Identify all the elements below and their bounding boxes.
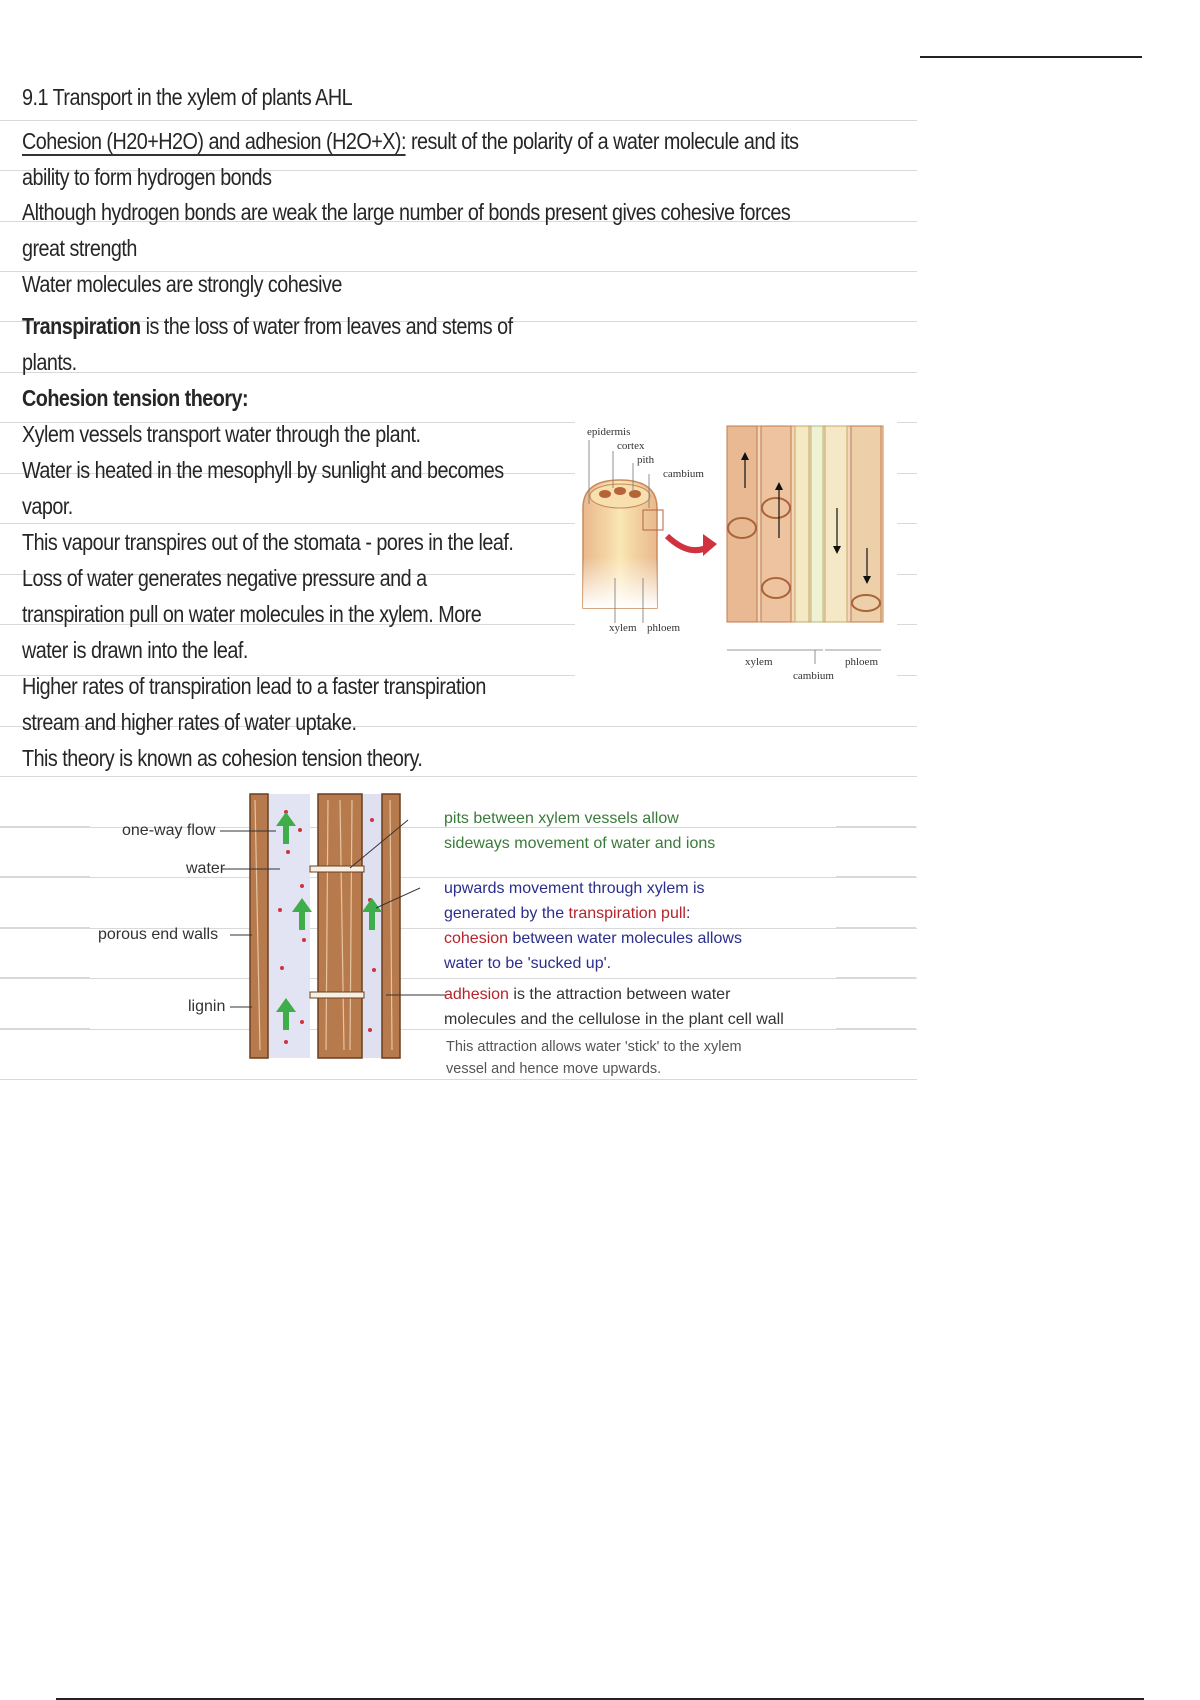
annotation-pits-1: pits between xylem vessels allow: [444, 810, 679, 827]
label-lignin: lignin: [188, 998, 226, 1015]
theory-line: Loss of water generates negative pressure and a: [22, 565, 427, 591]
xylem-figure: [90, 790, 850, 1080]
transpiration-line-1: [22, 313, 513, 340]
hbonds-line-2: great strength: [22, 235, 137, 261]
cohesion-rest: result of the polarity of a water molecule and its: [405, 128, 799, 154]
transpiration-rest: is the loss of water from leaves and stems of: [140, 313, 513, 339]
label-pith: pith: [637, 454, 655, 466]
label-one-way-flow: one-way flow: [122, 822, 216, 839]
label-porous-end-walls: porous end walls: [98, 926, 219, 943]
annotation-upwards-1: upwards movement through xylem is: [444, 880, 705, 897]
upwards-3a: cohesion: [444, 930, 509, 947]
ruled-dash: [0, 826, 90, 827]
label-cambium-block: cambium: [793, 670, 834, 682]
label-phloem: phloem: [647, 622, 680, 634]
strongly-cohesive: Water molecules are strongly cohesive: [22, 271, 342, 297]
theory-line: transpiration pull on water molecules in the xylem. More: [22, 601, 482, 627]
ruled-line: [0, 776, 917, 777]
label-cortex: cortex: [617, 440, 645, 452]
ruled-dash: [836, 977, 916, 978]
ruled-dash: [0, 977, 90, 978]
annotation-upwards-2: [444, 901, 690, 926]
ruled-line: [0, 120, 917, 121]
label-water: water: [186, 860, 226, 877]
theory-line: Water is heated in the mesophyll by sunlight and becomes: [22, 457, 504, 483]
annotation-pits-2: sideways movement of water and ions: [444, 835, 716, 852]
theory-line: vapor.: [22, 493, 73, 519]
upwards-2c: :: [685, 905, 691, 922]
theory-line: Higher rates of transpiration lead to a faster transpiration: [22, 673, 486, 699]
theory-line: This theory is known as cohesion tension theory.: [22, 745, 423, 771]
cohesion-underlined: Cohesion (H20+H2O) and adhesion (H2O+X):: [22, 128, 406, 154]
adhesion-rest: is the attraction between water: [508, 986, 731, 1003]
label-epidermis: epidermis: [587, 426, 631, 438]
annotation-adhesion-2: molecules and the cellulose in the plant cell wall: [444, 1011, 784, 1028]
label-cambium: cambium: [663, 468, 704, 480]
cohesion-line-1: [22, 128, 799, 155]
adhesion-term: adhesion: [444, 986, 509, 1003]
ruled-dash: [836, 876, 916, 877]
label-xylem: xylem: [609, 622, 637, 634]
top-rule: [920, 56, 1142, 58]
upwards-3b: between water molecules allows: [508, 930, 742, 947]
transpiration-line-2: plants.: [22, 349, 77, 375]
ruled-dash: [0, 876, 90, 877]
stem-figure: [575, 418, 897, 680]
annotation-upwards-4: water to be 'sucked up'.: [444, 955, 612, 972]
transpiration-term: Transpiration: [22, 313, 141, 339]
theory-line: water is drawn into the leaf.: [22, 637, 248, 663]
annotation-note-1: This attraction allows water 'stick' to the xylem: [446, 1039, 742, 1055]
theory-line: This vapour transpires out of the stomata - pores in the leaf.: [22, 529, 514, 555]
ruled-dash: [836, 927, 916, 928]
label-xylem-block: xylem: [745, 656, 773, 668]
ruled-dash: [0, 927, 90, 928]
stem-illustration: [575, 418, 897, 680]
cohesion-line-2: ability to form hydrogen bonds: [22, 164, 272, 190]
ruled-dash: [0, 1028, 90, 1029]
annotation-adhesion-1: [444, 982, 730, 1007]
page-title: 9.1 Transport in the xylem of plants AHL: [22, 84, 353, 110]
label-phloem-block: phloem: [845, 656, 878, 668]
hbonds-line-1: Although hydrogen bonds are weak the large number of bonds present gives cohesive forces: [22, 199, 791, 225]
ruled-dash: [836, 1028, 916, 1029]
annotation-note-2: vessel and hence move upwards.: [446, 1061, 662, 1077]
theory-line: stream and higher rates of water uptake.: [22, 709, 357, 735]
ruled-line: [0, 372, 917, 373]
theory-line: Xylem vessels transport water through the plant.: [22, 421, 421, 447]
theory-heading: Cohesion tension theory:: [22, 385, 249, 411]
upwards-2a: generated by the: [444, 905, 569, 922]
annotation-upwards-3: [444, 926, 742, 951]
upwards-2b: transpiration pull: [568, 905, 686, 922]
ruled-dash: [836, 826, 916, 827]
